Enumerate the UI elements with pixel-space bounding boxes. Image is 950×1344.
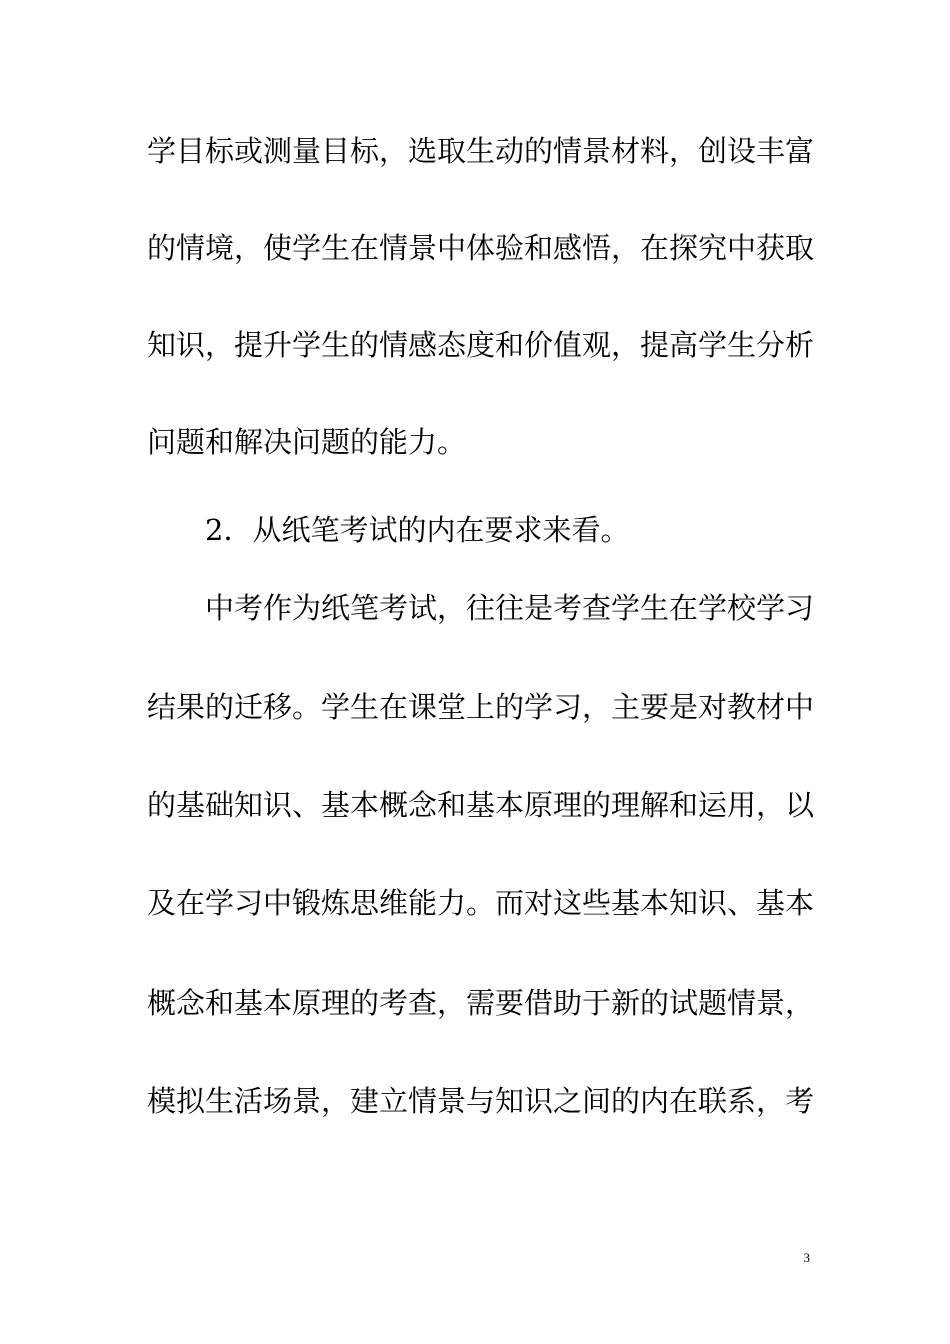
paragraph-line: 中考作为纸笔考试，往往是考查学生在学校学习	[205, 591, 815, 625]
paragraph-line: 问题和解决问题的能力。	[147, 425, 467, 459]
paragraph-line: 概念和基本原理的考查，需要借助于新的试题情景，	[147, 986, 815, 1020]
paragraph-line: 知识，提升学生的情感态度和价值观，提高学生分析	[147, 328, 815, 362]
section-heading: 2．从纸笔考试的内在要求来看。	[205, 513, 630, 547]
paragraph-line: 结果的迁移。学生在课堂上的学习，主要是对教材中	[147, 690, 815, 724]
paragraph-line: 的情境，使学生在情景中体验和感悟，在探究中获取	[147, 231, 815, 265]
paragraph-line: 模拟生活场景，建立情景与知识之间的内在联系，考	[147, 1084, 815, 1118]
paragraph-line: 的基础知识、基本概念和基本原理的理解和运用，以	[147, 788, 815, 822]
paragraph-line: 学目标或测量目标，选取生动的情景材料，创设丰富	[147, 134, 815, 168]
page-number: 3	[803, 1250, 810, 1265]
paragraph-line: 及在学习中锻炼思维能力。而对这些基本知识、基本	[147, 886, 815, 920]
